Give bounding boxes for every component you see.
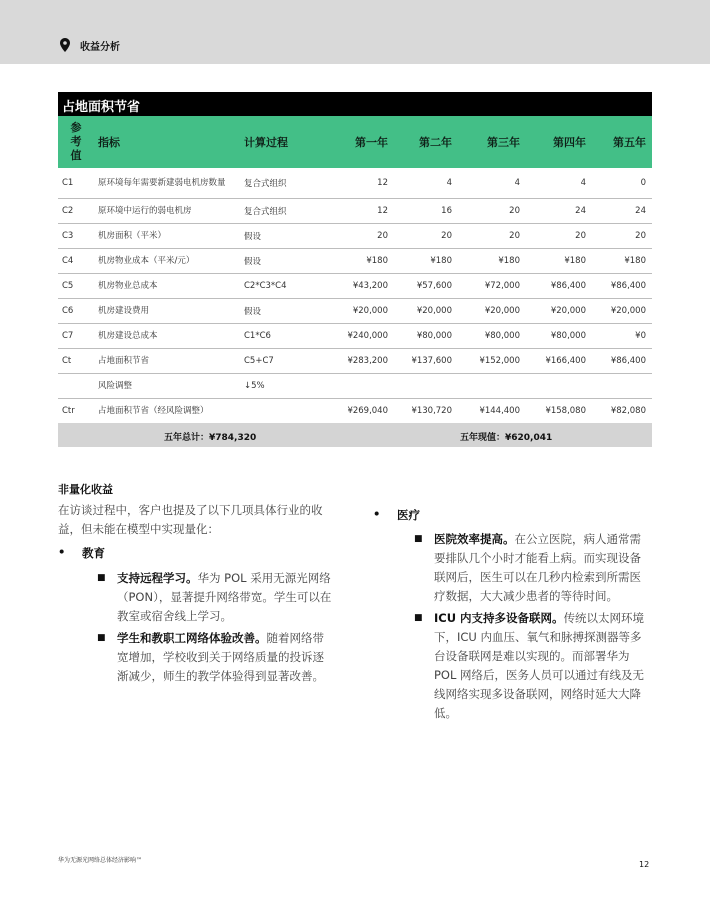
table-cell: 20 — [592, 223, 652, 248]
table-row — [58, 198, 652, 223]
education-label: 教育 — [82, 546, 105, 560]
table-row — [58, 323, 652, 348]
item-bold: 支持远程学习。 — [117, 571, 198, 585]
table-cell: ¥80,000 — [394, 323, 458, 348]
table-cell: 机房面积（平米） — [94, 223, 240, 248]
table-cell: ¥166,400 — [526, 348, 592, 373]
table-cell: ¥180 — [592, 248, 652, 273]
table-row — [58, 298, 652, 323]
table-cell — [458, 373, 526, 398]
item-text: 华为 POL 采用无源光网络（PON），显著提升网络带宽。学生可以在教室或宿舍线上学习。 — [117, 571, 332, 623]
table-cell: C2*C3*C4 — [240, 273, 330, 298]
bullet-dot: • — [373, 507, 381, 521]
table-body — [58, 168, 652, 423]
table-cell: C4 — [58, 248, 94, 273]
item-bold: ICU 内支持多设备联网。 — [434, 611, 564, 625]
table-cell: ¥130,720 — [394, 398, 458, 423]
bullet-square-icon: ■ — [97, 633, 106, 643]
table-cell: 假设 — [240, 223, 330, 248]
table-cell: ¥86,400 — [592, 273, 652, 298]
table-cell: 风险调整 — [94, 373, 240, 398]
table-cell: C3 — [58, 223, 94, 248]
table-cell: 20 — [394, 223, 458, 248]
bullet-dot: • — [58, 545, 66, 559]
table-cell: 机房建设费用 — [94, 298, 240, 323]
table-cell: ¥180 — [394, 248, 458, 273]
table-cell: 24 — [526, 198, 592, 223]
table-row — [58, 223, 652, 248]
table-title: 占地面积节省 — [58, 92, 652, 116]
top-banner — [0, 0, 710, 64]
table-cell: ¥86,400 — [592, 348, 652, 373]
section-title: 收益分析 — [80, 42, 120, 53]
table-cell: ¥180 — [330, 248, 394, 273]
table-header-row — [58, 116, 652, 168]
table-cell: ¥20,000 — [458, 298, 526, 323]
table-row — [58, 168, 652, 198]
item-bold: 医院效率提高。 — [434, 532, 515, 546]
table-cell: Ct — [58, 348, 94, 373]
location-pin-icon — [60, 38, 70, 52]
column-header: 第二年 — [394, 116, 458, 168]
table-cell: C1 — [62, 177, 74, 188]
table-row — [58, 398, 652, 423]
table-cell: C5 — [58, 273, 94, 298]
column-header: 第一年 — [330, 116, 394, 168]
column-header: 第五年 — [592, 116, 652, 168]
table-cell: ¥269,040 — [330, 398, 394, 423]
table-cell: 0 — [640, 177, 646, 188]
table-cell: 占地面积节省 — [94, 348, 240, 373]
medical-bullet — [373, 507, 420, 523]
table-cell: 机房物业总成本 — [94, 273, 240, 298]
item-text: 传统以太网环境下，ICU 内血压、氧气和脉搏探测器等多台设备联网是难以实现的。而部署华为 POL 网络后，医务人员可以通过有线及无线网络实现多设备联网，网络时延大大降低。 — [434, 611, 645, 720]
table-cell: Ctr — [58, 398, 94, 423]
table-cell: ¥20,000 — [592, 298, 652, 323]
item-bold: 学生和教职工网络体验改善。 — [117, 631, 267, 645]
table-cell: 16 — [394, 198, 458, 223]
table-cell: 20 — [526, 223, 592, 248]
education-item-1 — [97, 569, 332, 626]
table-cell — [330, 373, 394, 398]
table-cell: C2 — [58, 198, 94, 223]
table-row — [58, 248, 652, 273]
column-header: 第三年 — [458, 116, 526, 168]
table-cell: 12 — [377, 177, 388, 188]
table-cell: ¥283,200 — [330, 348, 394, 373]
table-cell: ↓5% — [240, 373, 330, 398]
table-cell: 4 — [446, 177, 452, 188]
column-header: 第四年 — [526, 116, 592, 168]
table-cell: 机房物业成本（平米/元） — [94, 248, 240, 273]
savings-table — [58, 116, 652, 423]
medical-item-1 — [414, 530, 649, 606]
table-cell: 20 — [458, 223, 526, 248]
table-cell: ¥20,000 — [526, 298, 592, 323]
footer-text: 华为无源光网络总体经济影响™ — [58, 857, 143, 864]
table-cell: ¥180 — [526, 248, 592, 273]
table-cell: 20 — [458, 198, 526, 223]
table-cell — [240, 398, 330, 423]
table-cell: ¥43,200 — [330, 273, 394, 298]
table-cell: ¥20,000 — [394, 298, 458, 323]
non-quantified-heading: 非量化收益 — [58, 483, 113, 496]
table-cell — [394, 373, 458, 398]
table-cell: C7 — [58, 323, 94, 348]
table-cell: C5+C7 — [240, 348, 330, 373]
table-cell — [592, 373, 652, 398]
table-cell — [58, 373, 94, 398]
five-year-present-value: 五年现值：¥620,041 — [460, 433, 553, 443]
bullet-square-icon: ■ — [97, 573, 106, 583]
table-cell: 复合式组织 — [244, 178, 287, 189]
table-cell: ¥72,000 — [458, 273, 526, 298]
table-cell: ¥158,080 — [526, 398, 592, 423]
savings-table-block — [58, 92, 652, 447]
table-cell: 24 — [592, 198, 652, 223]
table-cell: 12 — [330, 198, 394, 223]
education-bullet — [58, 545, 105, 561]
medical-label: 医疗 — [397, 508, 420, 522]
table-row — [58, 348, 652, 373]
table-cell: 原环境每年需要新建弱电机房数量 — [98, 177, 226, 188]
intro-paragraph: 在访谈过程中，客户也提及了以下几项具体行业的收益，但未能在模型中实现量化： — [58, 503, 323, 536]
table-cell: 假设 — [240, 298, 330, 323]
table-cell: 复合式组织 — [240, 198, 330, 223]
table-cell: ¥80,000 — [458, 323, 526, 348]
item-text: 随着网络带宽增加，学校收到关于网络质量的投诉逐渐减少，师生的教学体验得到显著改善。 — [117, 631, 324, 683]
column-header: 指标 — [94, 116, 240, 168]
table-cell: ¥86,400 — [526, 273, 592, 298]
table-cell: ¥57,600 — [394, 273, 458, 298]
table-cell: C1*C6 — [240, 323, 330, 348]
table-cell: 假设 — [240, 248, 330, 273]
bullet-square-icon: ■ — [414, 534, 423, 544]
table-cell: ¥82,080 — [592, 398, 652, 423]
table-cell: ¥180 — [458, 248, 526, 273]
totals-row — [58, 423, 652, 447]
table-cell: ¥137,600 — [394, 348, 458, 373]
table-row — [58, 273, 652, 298]
table-cell: ¥0 — [592, 323, 652, 348]
education-item-2 — [97, 629, 332, 686]
table-cell: ¥152,000 — [458, 348, 526, 373]
bullet-square-icon: ■ — [414, 613, 423, 623]
table-cell: 机房建设总成本 — [94, 323, 240, 348]
table-cell: ¥20,000 — [330, 298, 394, 323]
table-cell: C6 — [58, 298, 94, 323]
five-year-total: 五年总计：¥784,320 — [164, 433, 257, 443]
item-text: 在公立医院，病人通常需要排队几个小时才能看上病。而实现设备联网后，医生可以在几秒内检索到所需医疗数据，大大减少患者的等待时间。 — [434, 532, 641, 603]
column-header: 计算过程 — [240, 116, 330, 168]
table-cell — [526, 373, 592, 398]
table-cell: ¥144,400 — [458, 398, 526, 423]
medical-item-2 — [414, 609, 649, 723]
table-cell: 占地面积节省（经风险调整） — [94, 398, 240, 423]
table-cell: 20 — [330, 223, 394, 248]
table-cell: 4 — [580, 177, 586, 188]
table-cell: 原环境中运行的弱电机房 — [94, 198, 240, 223]
table-row — [58, 373, 652, 398]
page-number: 12 — [639, 860, 650, 869]
table-cell: 4 — [514, 177, 520, 188]
table-cell: ¥80,000 — [526, 323, 592, 348]
column-header-ref: 参 考 值 — [58, 116, 94, 168]
table-cell: ¥240,000 — [330, 323, 394, 348]
